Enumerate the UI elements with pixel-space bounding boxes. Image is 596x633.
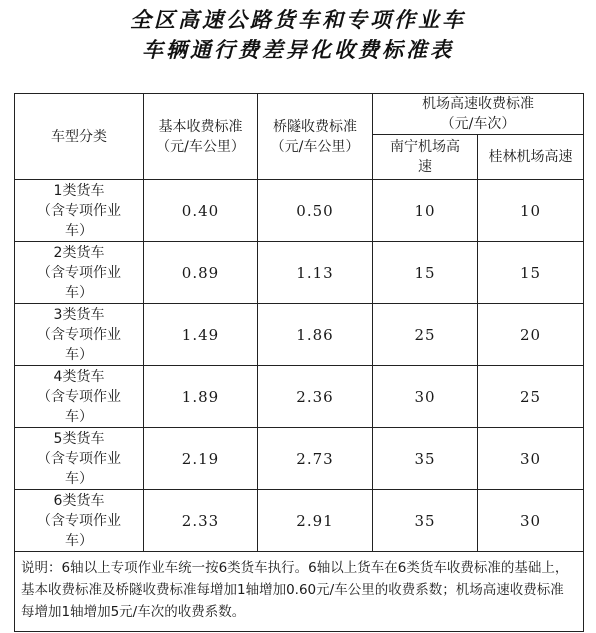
header-basic-rate-line2: （元/车公里） bbox=[156, 138, 245, 155]
vehicle-type-line2: （含专项作业 bbox=[37, 202, 121, 219]
cell-vehicle-type bbox=[15, 490, 144, 552]
cell-nanning-fee: 10 bbox=[373, 180, 478, 242]
header-nanning-line2: 速 bbox=[418, 159, 432, 175]
vehicle-type-line2: （含专项作业 bbox=[37, 264, 121, 281]
header-vehicle-type bbox=[15, 94, 144, 180]
cell-bridge-rate: 2.91 bbox=[258, 490, 373, 552]
vehicle-type-line2: （含专项作业 bbox=[37, 512, 121, 529]
cell-bridge-rate: 1.13 bbox=[258, 242, 373, 304]
cell-bridge-rate: 2.36 bbox=[258, 366, 373, 428]
table-row bbox=[15, 180, 584, 242]
cell-bridge-rate: 0.50 bbox=[258, 180, 373, 242]
vehicle-type-line1: 5类货车 bbox=[53, 430, 105, 447]
header-airport-rate bbox=[373, 94, 584, 135]
cell-nanning-fee: 15 bbox=[373, 242, 478, 304]
vehicle-type-line3: 车） bbox=[65, 532, 93, 549]
table-note-row bbox=[15, 552, 584, 632]
cell-nanning-fee: 35 bbox=[373, 428, 478, 490]
header-guilin-airport bbox=[478, 135, 584, 180]
vehicle-type-line3: 车） bbox=[65, 284, 93, 301]
vehicle-type-line2: （含专项作业 bbox=[37, 450, 121, 467]
cell-vehicle-type bbox=[15, 180, 144, 242]
cell-basic-rate: 1.89 bbox=[144, 366, 258, 428]
vehicle-type-line1: 6类货车 bbox=[53, 492, 105, 509]
cell-bridge-rate: 1.86 bbox=[258, 304, 373, 366]
note-text: 说明：6轴以上专项作业车统一按6类货车执行。6轴以上货车在6类货车收费标准的基础上，基本收费标准及桥隧收费标准每增加1轴增加0.60元/车公里的收费系数；机场高速收费标准每增加1轴增加5元/车次的收费系数。 bbox=[15, 552, 584, 632]
cell-guilin-fee: 30 bbox=[478, 428, 584, 490]
table-header-row bbox=[15, 94, 584, 135]
table-row bbox=[15, 304, 584, 366]
cell-nanning-fee: 30 bbox=[373, 366, 478, 428]
vehicle-type-line3: 车） bbox=[65, 408, 93, 425]
document-title-line2: 车辆通行费差异化收费标准表 bbox=[142, 37, 454, 62]
cell-basic-rate: 2.33 bbox=[144, 490, 258, 552]
vehicle-type-line1: 4类货车 bbox=[53, 368, 105, 385]
cell-vehicle-type bbox=[15, 304, 144, 366]
table-row bbox=[15, 428, 584, 490]
header-vehicle-type-label: 车型分类 bbox=[51, 128, 107, 145]
vehicle-type-line2: （含专项作业 bbox=[37, 326, 121, 343]
table-row bbox=[15, 366, 584, 428]
vehicle-type-line1: 2类货车 bbox=[53, 244, 105, 261]
cell-vehicle-type bbox=[15, 366, 144, 428]
header-bridge-rate bbox=[258, 94, 373, 180]
cell-basic-rate: 0.40 bbox=[144, 180, 258, 242]
cell-guilin-fee: 15 bbox=[478, 242, 584, 304]
cell-guilin-fee: 10 bbox=[478, 180, 584, 242]
cell-basic-rate: 0.89 bbox=[144, 242, 258, 304]
cell-nanning-fee: 35 bbox=[373, 490, 478, 552]
cell-vehicle-type bbox=[15, 242, 144, 304]
cell-bridge-rate: 2.73 bbox=[258, 428, 373, 490]
header-bridge-rate-line2: （元/车公里） bbox=[270, 138, 360, 155]
cell-basic-rate: 2.19 bbox=[144, 428, 258, 490]
cell-nanning-fee: 25 bbox=[373, 304, 478, 366]
vehicle-type-line3: 车） bbox=[65, 470, 93, 487]
vehicle-type-line3: 车） bbox=[65, 222, 93, 239]
cell-guilin-fee: 25 bbox=[478, 366, 584, 428]
header-bridge-rate-line1: 桥隧收费标准 bbox=[273, 118, 357, 135]
header-airport-rate-line1: 机场高速收费标准 bbox=[422, 96, 534, 112]
header-basic-rate bbox=[144, 94, 258, 180]
header-airport-rate-line2: （元/车次） bbox=[440, 116, 516, 132]
fee-table bbox=[14, 93, 584, 632]
cell-guilin-fee: 30 bbox=[478, 490, 584, 552]
header-nanning-airport bbox=[373, 135, 478, 180]
vehicle-type-line1: 3类货车 bbox=[53, 306, 105, 323]
vehicle-type-line2: （含专项作业 bbox=[37, 388, 121, 405]
table-row bbox=[15, 242, 584, 304]
header-nanning-line1: 南宁机场高 bbox=[390, 139, 460, 155]
header-basic-rate-line1: 基本收费标准 bbox=[158, 118, 243, 135]
table-row bbox=[15, 490, 584, 552]
cell-vehicle-type bbox=[15, 428, 144, 490]
cell-guilin-fee: 20 bbox=[478, 304, 584, 366]
vehicle-type-line1: 1类货车 bbox=[53, 182, 105, 199]
document-title-line1: 全区高速公路货车和专项作业车 bbox=[130, 7, 466, 32]
vehicle-type-line3: 车） bbox=[65, 346, 93, 363]
header-guilin-label: 桂林机场高速 bbox=[488, 149, 573, 165]
cell-basic-rate: 1.49 bbox=[144, 304, 258, 366]
